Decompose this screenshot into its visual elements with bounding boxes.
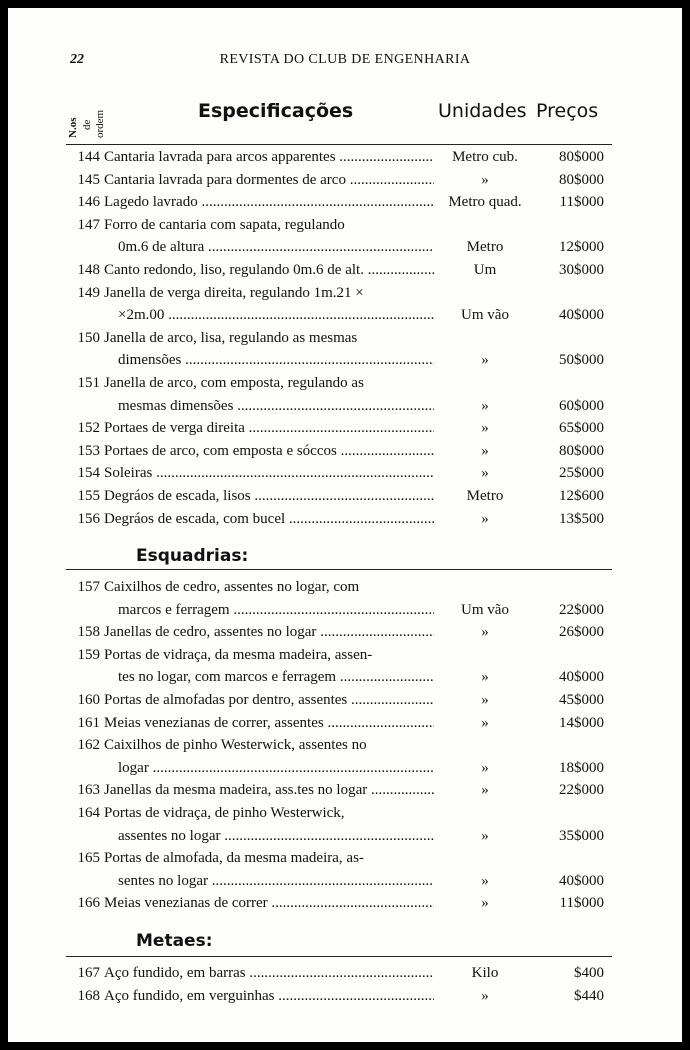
item-number: 148 xyxy=(77,262,100,278)
item-number: 154 xyxy=(77,465,100,482)
item-number: 163 xyxy=(77,782,100,799)
column-header-number-line: N.os xyxy=(67,117,79,138)
table-row xyxy=(8,462,682,484)
table-row xyxy=(8,349,682,371)
item-number: 168 xyxy=(77,988,100,1004)
table-row xyxy=(8,847,682,869)
item-description: dimensões ..... xyxy=(118,349,434,371)
item-number: 157 xyxy=(77,579,100,595)
item-unit: » xyxy=(481,895,489,912)
column-header-number xyxy=(64,94,118,142)
item-description: Caixilhos de cedro, assentes no logar, com xyxy=(104,579,360,595)
item-price: 22$000 xyxy=(559,601,604,618)
item-price: 50$000 xyxy=(559,352,604,369)
item-price: 40$000 xyxy=(559,872,604,889)
item-price: 14$000 xyxy=(559,714,604,731)
item-price: 60$000 xyxy=(559,397,604,414)
table-row xyxy=(8,191,682,213)
column-header-number-line: ordem xyxy=(94,109,106,138)
item-price: 11$000 xyxy=(559,895,604,912)
item-unit: » xyxy=(481,669,489,686)
column-header-specifications: Especificações xyxy=(198,100,354,122)
journal-title: REVISTA DO CLUB DE ENGENHARIA xyxy=(219,52,471,67)
table-row xyxy=(8,395,682,417)
item-price: 80$000 xyxy=(559,442,604,459)
item-description: 0m.6 de altura ..... xyxy=(118,236,434,258)
item-unit: Metro quad. xyxy=(448,194,522,211)
item-description: Aço fundido, em barras ..... xyxy=(104,962,434,984)
item-number: 153 xyxy=(77,442,100,459)
item-description: Caixilhos de pinho Westerwick, assentes no xyxy=(104,737,367,754)
item-unit: » xyxy=(481,397,489,414)
item-description: logar ..... xyxy=(118,757,434,779)
table-row xyxy=(8,962,682,984)
item-unit: Um vão xyxy=(461,307,509,324)
item-unit: » xyxy=(481,352,489,369)
item-price: 80$000 xyxy=(559,171,604,188)
table-row xyxy=(8,576,682,598)
item-unit: Um vão xyxy=(461,601,509,618)
item-number: 146 xyxy=(77,194,100,211)
item-unit: » xyxy=(481,872,489,889)
table-row xyxy=(8,485,682,507)
section-rule xyxy=(66,569,612,570)
table-row xyxy=(8,802,682,824)
table-row xyxy=(8,236,682,258)
item-description: Cantaria lavrada para arcos apparentes ..... xyxy=(104,146,434,168)
table-row xyxy=(8,621,682,643)
table-row xyxy=(8,440,682,462)
header-rule xyxy=(66,144,612,145)
item-description: Portaes de verga direita ..... xyxy=(104,417,434,439)
item-description: sentes no logar ..... xyxy=(118,870,434,892)
item-unit: » xyxy=(481,171,489,188)
item-unit: Metro cub. xyxy=(452,149,518,165)
item-description: ×2m.00 ..... xyxy=(118,304,434,326)
table-row xyxy=(8,666,682,688)
item-description: marcos e ferragem ..... xyxy=(118,599,434,621)
item-price: 12$000 xyxy=(559,239,604,256)
table-row xyxy=(8,870,682,892)
table-row xyxy=(8,892,682,914)
item-description: Soleiras ..... xyxy=(104,462,434,484)
item-price: 11$000 xyxy=(559,194,604,211)
item-unit: Um xyxy=(473,262,497,278)
table-row xyxy=(8,779,682,801)
item-unit: Metro xyxy=(466,488,504,504)
item-description: Forro de cantaria com sapata, regulando xyxy=(104,216,345,233)
table-row xyxy=(8,757,682,779)
item-unit: » xyxy=(481,827,489,844)
table-row xyxy=(8,146,682,168)
table-row xyxy=(8,734,682,756)
item-number: 166 xyxy=(77,895,100,912)
item-price: 40$000 xyxy=(559,307,604,324)
section-heading-esquadrias: Esquadrias: xyxy=(136,546,249,566)
item-number: 150 xyxy=(77,329,100,346)
document-page xyxy=(8,8,682,1042)
item-description: Portas de almofadas por dentro, assentes ..... xyxy=(104,689,434,711)
item-unit: » xyxy=(481,510,489,527)
item-price: 30$000 xyxy=(559,262,604,278)
item-number: 152 xyxy=(77,420,100,437)
table-row xyxy=(8,327,682,349)
table-row xyxy=(8,259,682,281)
item-price: 45$000 xyxy=(559,692,604,708)
item-unit: » xyxy=(481,988,489,1004)
table-row xyxy=(8,712,682,734)
item-price: 25$000 xyxy=(559,465,604,482)
item-unit: » xyxy=(481,420,489,437)
item-unit: » xyxy=(481,714,489,731)
item-unit: » xyxy=(481,692,489,708)
item-description: Meias venezianas de correr, assentes ..... xyxy=(104,712,434,734)
item-description: tes no logar, com marcos e ferragem ..... xyxy=(118,666,434,688)
item-number: 162 xyxy=(77,737,100,754)
item-unit: » xyxy=(481,782,489,799)
item-price: 65$000 xyxy=(559,420,604,437)
item-price: $440 xyxy=(574,988,604,1004)
column-header-number-line: de xyxy=(81,119,93,130)
item-description: Lagedo lavrado ..... xyxy=(104,191,434,213)
item-description: Janellas da mesma madeira, ass.tes no logar ..... xyxy=(104,779,434,801)
item-number: 155 xyxy=(77,488,100,504)
item-description: Portaes de arco, com emposta e sóccos ..... xyxy=(104,440,434,462)
item-number: 151 xyxy=(77,375,100,391)
item-unit: Metro xyxy=(466,239,504,256)
table-row xyxy=(8,599,682,621)
item-description: Janella de verga direita, regulando 1m.21 × xyxy=(104,284,364,301)
item-price: 18$000 xyxy=(559,759,604,776)
item-description: Janellas de cedro, assentes no logar ..... xyxy=(104,621,434,643)
section-heading-metaes: Metaes: xyxy=(136,931,213,951)
item-description: Cantaria lavrada para dormentes de arco ..... xyxy=(104,169,434,191)
table-row xyxy=(8,689,682,711)
table-row xyxy=(8,214,682,236)
item-number: 147 xyxy=(77,216,100,233)
item-description: Canto redondo, liso, regulando 0m.6 de alt. ..... xyxy=(104,259,434,281)
table-row xyxy=(8,372,682,394)
table-row xyxy=(8,304,682,326)
table-row xyxy=(8,508,682,530)
item-number: 160 xyxy=(77,692,100,708)
table-row xyxy=(8,825,682,847)
item-description: Meias venezianas de correr ..... xyxy=(104,892,434,914)
item-description: mesmas dimensões ..... xyxy=(118,395,434,417)
table-row xyxy=(8,985,682,1007)
running-head xyxy=(8,52,682,72)
item-unit: » xyxy=(481,624,489,641)
item-number: 161 xyxy=(77,714,100,731)
item-number: 145 xyxy=(77,171,100,188)
table-row xyxy=(8,644,682,666)
item-description: Portas de vidraça, da mesma madeira, assen- xyxy=(104,646,373,663)
item-price: $400 xyxy=(574,965,604,981)
item-price: 26$000 xyxy=(559,624,604,641)
table-row xyxy=(8,417,682,439)
item-number: 159 xyxy=(77,646,100,663)
item-description: Degráos de escada, com bucel ..... xyxy=(104,508,434,530)
item-number: 167 xyxy=(77,965,100,981)
item-unit: Kilo xyxy=(471,965,499,981)
item-description: Janella de arco, lisa, regulando as mesmas xyxy=(104,329,358,346)
item-price: 22$000 xyxy=(559,782,604,799)
column-header-units: Unidades xyxy=(438,100,527,122)
item-price: 35$000 xyxy=(559,827,604,844)
item-description: Degráos de escada, lisos ..... xyxy=(104,485,434,507)
table-row xyxy=(8,169,682,191)
item-price: 13$500 xyxy=(559,510,604,527)
item-price: 12$600 xyxy=(559,488,604,504)
item-number: 144 xyxy=(77,149,100,165)
item-number: 156 xyxy=(77,510,100,527)
item-price: 40$000 xyxy=(559,669,604,686)
item-number: 165 xyxy=(77,850,100,867)
item-unit: » xyxy=(481,759,489,776)
item-description: Portas de almofada, da mesma madeira, as- xyxy=(104,850,364,867)
item-unit: » xyxy=(481,442,489,459)
item-price: 80$000 xyxy=(559,149,604,165)
item-unit: » xyxy=(481,465,489,482)
item-number: 158 xyxy=(77,624,100,641)
item-description: Janella de arco, com emposta, regulando as xyxy=(104,375,364,391)
table-row xyxy=(8,282,682,304)
page-number: 22 xyxy=(70,52,84,67)
section-rule xyxy=(66,956,612,957)
column-header-prices: Preços xyxy=(536,100,599,122)
item-description: Portas de vidraça, de pinho Westerwick, xyxy=(104,805,345,821)
item-number: 149 xyxy=(77,284,100,301)
item-number: 164 xyxy=(77,805,100,821)
item-description: Aço fundido, em verguinhas ..... xyxy=(104,985,434,1007)
item-description: assentes no logar ..... xyxy=(118,825,434,847)
